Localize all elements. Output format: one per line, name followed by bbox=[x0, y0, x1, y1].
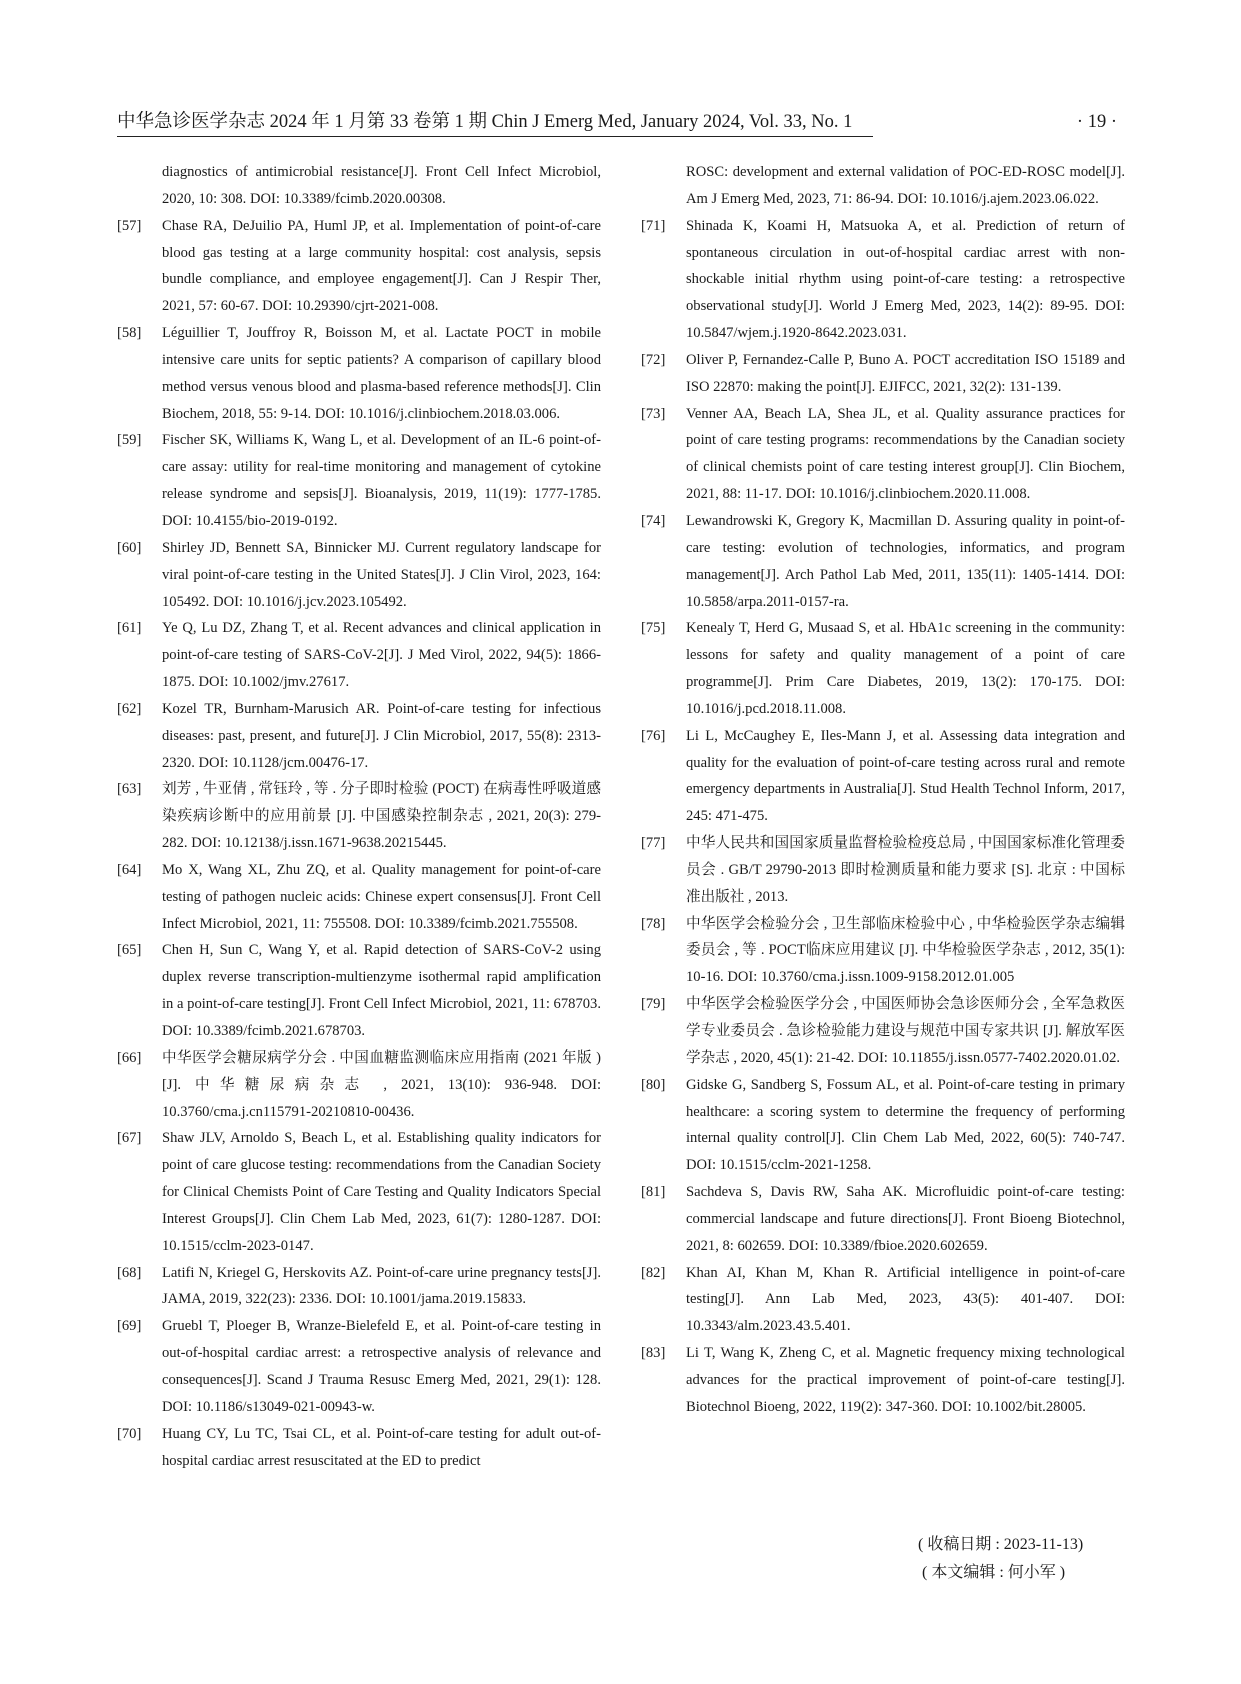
reference-number: [78] bbox=[641, 915, 666, 932]
reference-number: [57] bbox=[117, 217, 142, 234]
reference-text: Kozel TR, Burnham-Marusich AR. Point-of-care testing for infectious diseases: past, present, and future[J]. J Clin Microbiol, 2017, 55(8): 2313-2320. DOI: 10.1128/jcm.00476-17. bbox=[162, 700, 601, 771]
reference-text: Shaw JLV, Arnoldo S, Beach L, et al. Establishing quality indicators for point of care glucose testing: recommendations from the Canadian Society for Clinical Chemists Point of Care Testing and Quality Indicators Special Interest Groups[J]. Clin Chem Lab Med, 2023, 61(7): 1280-1287. DOI: 10.1515/cclm-2023-0147. bbox=[162, 1130, 601, 1254]
reference-list-left bbox=[117, 213, 601, 1475]
reference-text: 中华人民共和国国家质量监督检验检疫总局 , 中国国家标准化管理委员会 . GB/T 29790-2013 即时检测质量和能力要求 [S]. 北京 : 中国标准出版社 , 2013. bbox=[686, 835, 1125, 905]
reference-number: [77] bbox=[641, 835, 666, 852]
header-underline bbox=[117, 136, 873, 137]
reference-text: Li T, Wang K, Zheng C, et al. Magnetic frequency mixing technological advances for the practical improvement of point-of-care testing[J]. Biotechnol Bioeng, 2022, 119(2): 347-360. DOI: 10.1002/bit.28005. bbox=[686, 1345, 1125, 1415]
reference-number: [80] bbox=[641, 1076, 666, 1093]
reference-item bbox=[117, 1260, 601, 1314]
reference-number: [70] bbox=[117, 1425, 142, 1442]
reference-item bbox=[117, 427, 601, 534]
reference-text: Sachdeva S, Davis RW, Saha AK. Microfluidic point-of-care testing: commercial landscape and future directions[J]. Front Bioeng Biotechnol, 2021, 8: 602659. DOI: 10.3389/fbioe.2020.602659. bbox=[686, 1184, 1125, 1254]
reference-number: [79] bbox=[641, 996, 666, 1013]
reference-text: 中华医学会糖尿病学分会 . 中国血糖监测临床应用指南 (2021 年版 )[J]. 中华糖尿病杂志 , 2021, 13(10): 936-948. DOI: 10.3760/cma.j.cn115791-20210810-00436. bbox=[162, 1049, 601, 1120]
reference-number: [63] bbox=[117, 781, 142, 798]
reference-item bbox=[117, 1421, 601, 1475]
reference-number: [61] bbox=[117, 620, 142, 637]
reference-text: Mo X, Wang XL, Zhu ZQ, et al. Quality management for point-of-care testing of pathogen nucleic acids: Chinese expert consensus[J]. Front Cell Infect Microbiol, 2021, 11: 755508. DOI: 10.3389/fcimb.2021.755508. bbox=[162, 861, 601, 932]
reference-item bbox=[117, 320, 601, 427]
reference-continuation bbox=[117, 159, 601, 213]
reference-item bbox=[117, 937, 601, 1044]
reference-continuation bbox=[641, 159, 1125, 213]
reference-item bbox=[641, 991, 1125, 1072]
reference-number: [83] bbox=[641, 1345, 666, 1362]
reference-text: 刘芳 , 牛亚倩 , 常钰玲 , 等 . 分子即时检验 (POCT) 在病毒性呼吸道感染疾病诊断中的应用前景 [J]. 中国感染控制杂志 , 2021, 20(3): 279-282. DOI: 10.12138/j.issn.1671-9638.20215445. bbox=[162, 781, 601, 852]
reference-item bbox=[117, 213, 601, 320]
editor-credit: ( 本文编辑 : 何小军 ) bbox=[922, 1564, 1066, 1581]
reference-number: [59] bbox=[117, 432, 142, 449]
reference-item bbox=[641, 1340, 1125, 1421]
reference-text: Lewandrowski K, Gregory K, Macmillan D. Assuring quality in point-of-care testing: evolution of technologies, informatics, and program management[J]. Arch Pathol Lab Med, 2011, 135(11): 1405-1414. DOI: 10.5858/arpa.2011-0157-ra. bbox=[686, 512, 1125, 610]
reference-item bbox=[117, 535, 601, 616]
reference-text: 中华医学会检验医学分会 , 中国医师协会急诊医师分会 , 全军急救医学专业委员会 . 急诊检验能力建设与规范中国专家共识 [J]. 解放军医学杂志 , 2020, 45(1): 21-42. DOI: 10.11855/j.issn.0577-7402.2020.01.02. bbox=[686, 996, 1125, 1066]
reference-item bbox=[641, 1179, 1125, 1260]
reference-text: Huang CY, Lu TC, Tsai CL, et al. Point-of-care testing for adult out-of-hospital cardiac arrest resuscitated at the ED to predict bbox=[162, 1425, 601, 1469]
reference-text: Li L, McCaughey E, Iles-Mann J, et al. Assessing data integration and quality for the evaluation of point-of-care testing across rural and remote emergency departments in Australia[J]. Stud Health Technol Inform, 2017, 245: 471-475. bbox=[686, 727, 1125, 825]
reference-item bbox=[641, 1260, 1125, 1341]
reference-text: Venner AA, Beach LA, Shea JL, et al. Quality assurance practices for point of care testing programs: recommendations by the Canadian society of clinical chemists point of care testing interest group[J]. Clin Biochem, 2021, 88: 11-17. DOI: 10.1016/j.clinbiochem.2020.11.008. bbox=[686, 405, 1125, 503]
reference-number: [68] bbox=[117, 1264, 142, 1281]
reference-text: Gruebl T, Ploeger B, Wranze-Bielefeld E, et al. Point-of-care testing in out-of-hospital cardiac arrest: a retrospective analysis of relevance and consequences[J]. Scand J Trauma Resusc Emerg Med, 2021, 29(1): 128. DOI: 10.1186/s13049-021-00943-w. bbox=[162, 1318, 601, 1415]
reference-text: 中华医学会检验分会 , 卫生部临床检验中心 , 中华检验医学杂志编辑委员会 , 等 . POCT临床应用建议 [J]. 中华检验医学杂志 , 2012, 35(1): 10-16. DOI: 10.3760/cma.j.issn.1009-9158.2012.01.005 bbox=[686, 915, 1125, 986]
reference-number: [58] bbox=[117, 325, 142, 342]
reference-number: [66] bbox=[117, 1049, 142, 1066]
reference-item bbox=[117, 776, 601, 857]
left-reference-column bbox=[117, 159, 601, 1474]
reference-text: Kenealy T, Herd G, Musaad S, et al. HbA1c screening in the community: lessons for safety and quality management of a point of care programme[J]. Prim Care Diabetes, 2019, 13(2): 170-175. DOI: 10.1016/j.pcd.2018.11.008. bbox=[686, 620, 1125, 717]
reference-item bbox=[117, 1045, 601, 1126]
right-reference-column bbox=[641, 159, 1125, 1421]
reference-text: Shirley JD, Bennett SA, Binnicker MJ. Current regulatory landscape for viral point-of-care testing in the United States[J]. J Clin Virol, 2023, 164: 105492. DOI: 10.1016/j.jcv.2023.105492. bbox=[162, 539, 601, 610]
reference-number: [67] bbox=[117, 1130, 142, 1147]
reference-text: Fischer SK, Williams K, Wang L, et al. Development of an IL-6 point-of-care assay: utility for real-time monitoring and management of cytokine release syndrome and sepsis[J]. Bioanalysis, 2019, 11(19): 1777-1785. DOI: 10.4155/bio-2019-0192. bbox=[162, 432, 601, 529]
reference-item bbox=[117, 857, 601, 938]
reference-item bbox=[641, 401, 1125, 508]
reference-item bbox=[117, 696, 601, 777]
reference-item bbox=[641, 508, 1125, 615]
reference-text: Léguillier T, Jouffroy R, Boisson M, et al. Lactate POCT in mobile intensive care units for septic patients? A comparison of capillary blood method versus venous blood and plasma-based reference methods[J]. Clin Biochem, 2018, 55: 9-14. DOI: 10.1016/j.clinbiochem.2018.03.006. bbox=[162, 325, 601, 422]
reference-number: [64] bbox=[117, 861, 142, 878]
reference-item bbox=[641, 347, 1125, 401]
reference-item bbox=[117, 615, 601, 696]
reference-number: [72] bbox=[641, 351, 666, 368]
reference-item bbox=[117, 1313, 601, 1420]
reference-number: [82] bbox=[641, 1264, 666, 1281]
reference-item bbox=[641, 911, 1125, 992]
reference-number: [81] bbox=[641, 1184, 666, 1201]
reference-number: [74] bbox=[641, 512, 666, 529]
reference-text: diagnostics of antimicrobial resistance[J]. Front Cell Infect Microbiol, 2020, 10: 308. DOI: 10.3389/fcimb.2020.00308. bbox=[162, 164, 601, 207]
reference-item bbox=[641, 723, 1125, 830]
reference-list-right bbox=[641, 213, 1125, 1421]
reference-item bbox=[641, 615, 1125, 722]
reference-text: Chen H, Sun C, Wang Y, et al. Rapid detection of SARS-CoV-2 using duplex reverse transcription-multienzyme isothermal rapid amplification in a point-of-care testing[J]. Front Cell Infect Microbiol, 2021, 11: 678703. DOI: 10.3389/fcimb.2021.678703. bbox=[162, 942, 601, 1039]
journal-header-title: 中华急诊医学杂志 2024 年 1 月第 33 卷第 1 期 Chin J Emerg Med, January 2024, Vol. 33, No. 1 bbox=[117, 112, 853, 132]
running-header bbox=[117, 110, 1117, 136]
reference-text: Gidske G, Sandberg S, Fossum AL, et al. Point-of-care testing in primary healthcare: a scoring system to determine the frequency of performing internal quality control[J]. Clin Chem Lab Med, 2022, 60(5): 740-747. DOI: 10.1515/cclm-2021-1258. bbox=[686, 1076, 1125, 1174]
reference-number: [62] bbox=[117, 700, 142, 717]
reference-text: Shinada K, Koami H, Matsuoka A, et al. Prediction of return of spontaneous circulation in out-of-hospital cardiac arrest with non-shockable initial rhythm using point-of-care testing: a retrospective observational study[J]. World J Emerg Med, 2023, 14(2): 89-95. DOI: 10.5847/wjem.j.1920-8642.2023.031. bbox=[686, 217, 1125, 342]
reference-text: Ye Q, Lu DZ, Zhang T, et al. Recent advances and clinical application in point-of-care testing of SARS-CoV-2[J]. J Med Virol, 2022, 94(5): 1866-1875. DOI: 10.1002/jmv.27617. bbox=[162, 620, 601, 691]
reference-number: [71] bbox=[641, 217, 666, 234]
reference-number: [76] bbox=[641, 727, 666, 744]
page-number: · 19 · bbox=[1076, 112, 1117, 132]
reference-text: Khan AI, Khan M, Khan R. Artificial intelligence in point-of-care testing[J]. Ann Lab Med, 2023, 43(5): 401-407. DOI: 10.3343/alm.2023.43.5.401. bbox=[686, 1264, 1125, 1335]
reference-number: [60] bbox=[117, 539, 142, 556]
reference-item bbox=[641, 213, 1125, 347]
reference-number: [65] bbox=[117, 942, 142, 959]
reference-text: Latifi N, Kriegel G, Herskovits AZ. Point-of-care urine pregnancy tests[J]. JAMA, 2019, 322(23): 2336. DOI: 10.1001/jama.2019.15833. bbox=[162, 1264, 601, 1308]
reference-text: Chase RA, DeJuilio PA, Huml JP, et al. Implementation of point-of-care blood gas testing at a large community hospital: cost analysis, sepsis bundle compliance, and employee engagement[J]. Can J Respir Ther, 2021, 57: 60-67. DOI: 10.29390/cjrt-2021-008. bbox=[162, 217, 601, 315]
reference-text: Oliver P, Fernandez-Calle P, Buno A. POCT accreditation ISO 15189 and ISO 22870: making the point[J]. EJIFCC, 2021, 32(2): 131-139. bbox=[686, 351, 1125, 395]
received-date: ( 收稿日期 : 2023-11-13) bbox=[918, 1536, 1084, 1553]
reference-number: [73] bbox=[641, 405, 666, 422]
reference-text: ROSC: development and external validation of POC-ED-ROSC model[J]. Am J Emerg Med, 2023, 71: 86-94. DOI: 10.1016/j.ajem.2023.06.022. bbox=[686, 164, 1125, 207]
reference-item bbox=[641, 1072, 1125, 1179]
reference-number: [75] bbox=[641, 620, 666, 637]
reference-number: [69] bbox=[117, 1318, 142, 1335]
reference-item bbox=[117, 1125, 601, 1259]
reference-item bbox=[641, 830, 1125, 911]
